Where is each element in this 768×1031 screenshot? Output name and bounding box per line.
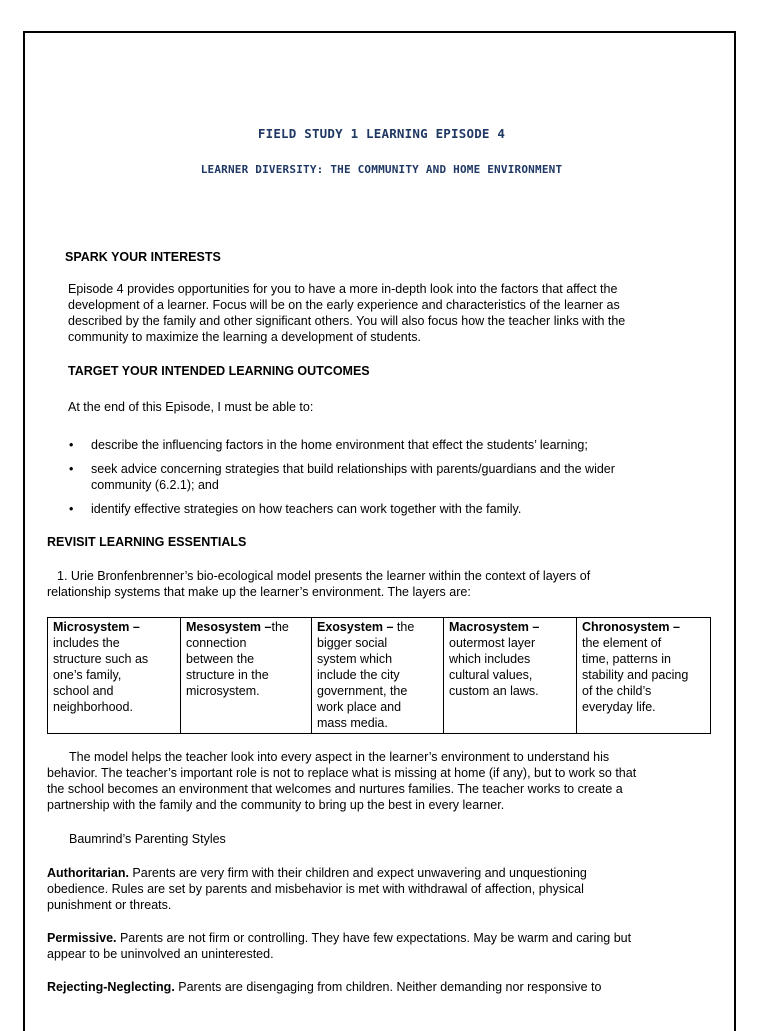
text-line: punishment or threats. — [47, 898, 172, 912]
cell-line: one’s family, — [53, 668, 122, 682]
term-label: Exosystem – — [317, 620, 394, 634]
revisit-heading: REVISIT LEARNING ESSENTIALS — [47, 535, 247, 549]
page-subtitle: LEARNER DIVERSITY: THE COMMUNITY AND HOME ENVIRONMENT — [200, 163, 563, 176]
text-line: relationship systems that make up the learner’s environment. The layers are: — [47, 585, 471, 599]
text-line: partnership with the family and the community to bring up the best in every learner. — [47, 798, 505, 812]
term-label: Macrosystem – — [449, 620, 540, 634]
bullet-icon: • — [69, 438, 74, 452]
target-heading: TARGET YOUR INTENDED LEARNING OUTCOMES — [68, 364, 370, 378]
text-line: Episode 4 provides opportunities for you to have a more in-depth look into the factors that affect the — [68, 282, 618, 296]
cell-line: government, the — [317, 684, 408, 698]
text-line: behavior. The teacher’s important role is not to replace what is missing at home (if any), but to work so that — [47, 766, 637, 780]
cell-line: system which — [317, 652, 393, 666]
style-term: Permissive. — [47, 931, 117, 945]
table-cell-macrosystem — [444, 618, 577, 734]
style-term: Rejecting-Neglecting. — [47, 980, 175, 994]
text-line: community (6.2.1); and — [91, 478, 219, 492]
style-authoritarian — [47, 865, 737, 913]
table-row — [48, 618, 711, 734]
table-cell-mesosystem — [181, 618, 312, 734]
style-permissive — [47, 930, 737, 962]
cell-line: time, patterns in — [582, 652, 671, 666]
term-label: Microsystem – — [53, 620, 140, 634]
text-line: Parents are not firm or controlling. They have few expectations. May be warm and caring but — [116, 931, 632, 945]
spark-paragraph — [68, 281, 728, 345]
outcomes-list — [69, 437, 709, 525]
systems-table — [47, 617, 711, 734]
text-line: seek advice concerning strategies that build relationships with parents/guardians and the wider — [91, 462, 615, 476]
text-line: obedience. Rules are set by parents and misbehavior is met with withdrawal of affection, physical — [47, 882, 584, 896]
cell-line: includes the — [53, 636, 120, 650]
list-item — [69, 461, 709, 493]
model-paragraph — [47, 749, 737, 813]
cell-line: everyday life. — [582, 700, 656, 714]
cell-line: the — [393, 620, 415, 634]
cell-line: bigger social — [317, 636, 388, 650]
cell-line: the — [271, 620, 289, 634]
cell-line: outermost layer — [449, 636, 536, 650]
text-line: The model helps the teacher look into every aspect in the learner’s environment to understand his — [69, 750, 610, 764]
bullet-icon: • — [69, 462, 74, 476]
text-line: appear to be uninvolved an uninterested. — [47, 947, 274, 961]
cell-line: microsystem. — [186, 684, 260, 698]
style-term: Authoritarian. — [47, 866, 129, 880]
document-page — [23, 31, 736, 1031]
spark-heading: SPARK YOUR INTERESTS — [65, 250, 221, 264]
cell-line: structure such as — [53, 652, 149, 666]
cell-line: connection — [186, 636, 247, 650]
text-line: described by the family and other significant others. You will also focus how the teacher links with the — [68, 314, 626, 328]
target-intro: At the end of this Episode, I must be able to: — [68, 400, 314, 414]
cell-line: cultural values, — [449, 668, 533, 682]
cell-line: neighborhood. — [53, 700, 133, 714]
text-line: Parents are very firm with their children and expect unwavering and unquestioning — [128, 866, 587, 880]
cell-line: stability and pacing — [582, 668, 689, 682]
text-line: describe the influencing factors in the home environment that effect the students’ learning; — [91, 438, 588, 452]
text-line: community to maximize the learning a development of students. — [68, 330, 421, 344]
cell-line: which includes — [449, 652, 531, 666]
styles-heading: Baumrind’s Parenting Styles — [69, 832, 226, 846]
cell-line: custom an laws. — [449, 684, 539, 698]
term-label: Chronosystem – — [582, 620, 680, 634]
cell-line: include the city — [317, 668, 400, 682]
cell-line: between the — [186, 652, 255, 666]
table-cell-exosystem — [312, 618, 444, 734]
list-item — [69, 437, 709, 453]
cell-line: work place and — [317, 700, 402, 714]
table-cell-chronosystem — [577, 618, 711, 734]
page-title: FIELD STUDY 1 LEARNING EPISODE 4 — [257, 126, 506, 141]
cell-line: mass media. — [317, 716, 388, 730]
text-line: Parents are disengaging from children. Neither demanding nor responsive to — [174, 980, 602, 994]
table-cell-microsystem — [48, 618, 181, 734]
revisit-intro — [47, 568, 727, 600]
text-line: the school becomes an environment that welcomes and nurtures families. The teacher works to create a — [47, 782, 623, 796]
text-line: identify effective strategies on how teachers can work together with the family. — [91, 502, 522, 516]
text-line: 1. Urie Bronfenbrenner’s bio-ecological model presents the learner within the context of layers of — [57, 569, 591, 583]
cell-line: the element of — [582, 636, 662, 650]
style-rejecting-neglecting — [47, 979, 737, 995]
cell-line: school and — [53, 684, 114, 698]
bullet-icon: • — [69, 502, 74, 516]
cell-line: structure in the — [186, 668, 269, 682]
cell-line: of the child’s — [582, 684, 652, 698]
term-label: Mesosystem – — [186, 620, 272, 634]
text-line: development of a learner. Focus will be on the early experience and characteristics of the learner as — [68, 298, 620, 312]
list-item — [69, 501, 709, 517]
